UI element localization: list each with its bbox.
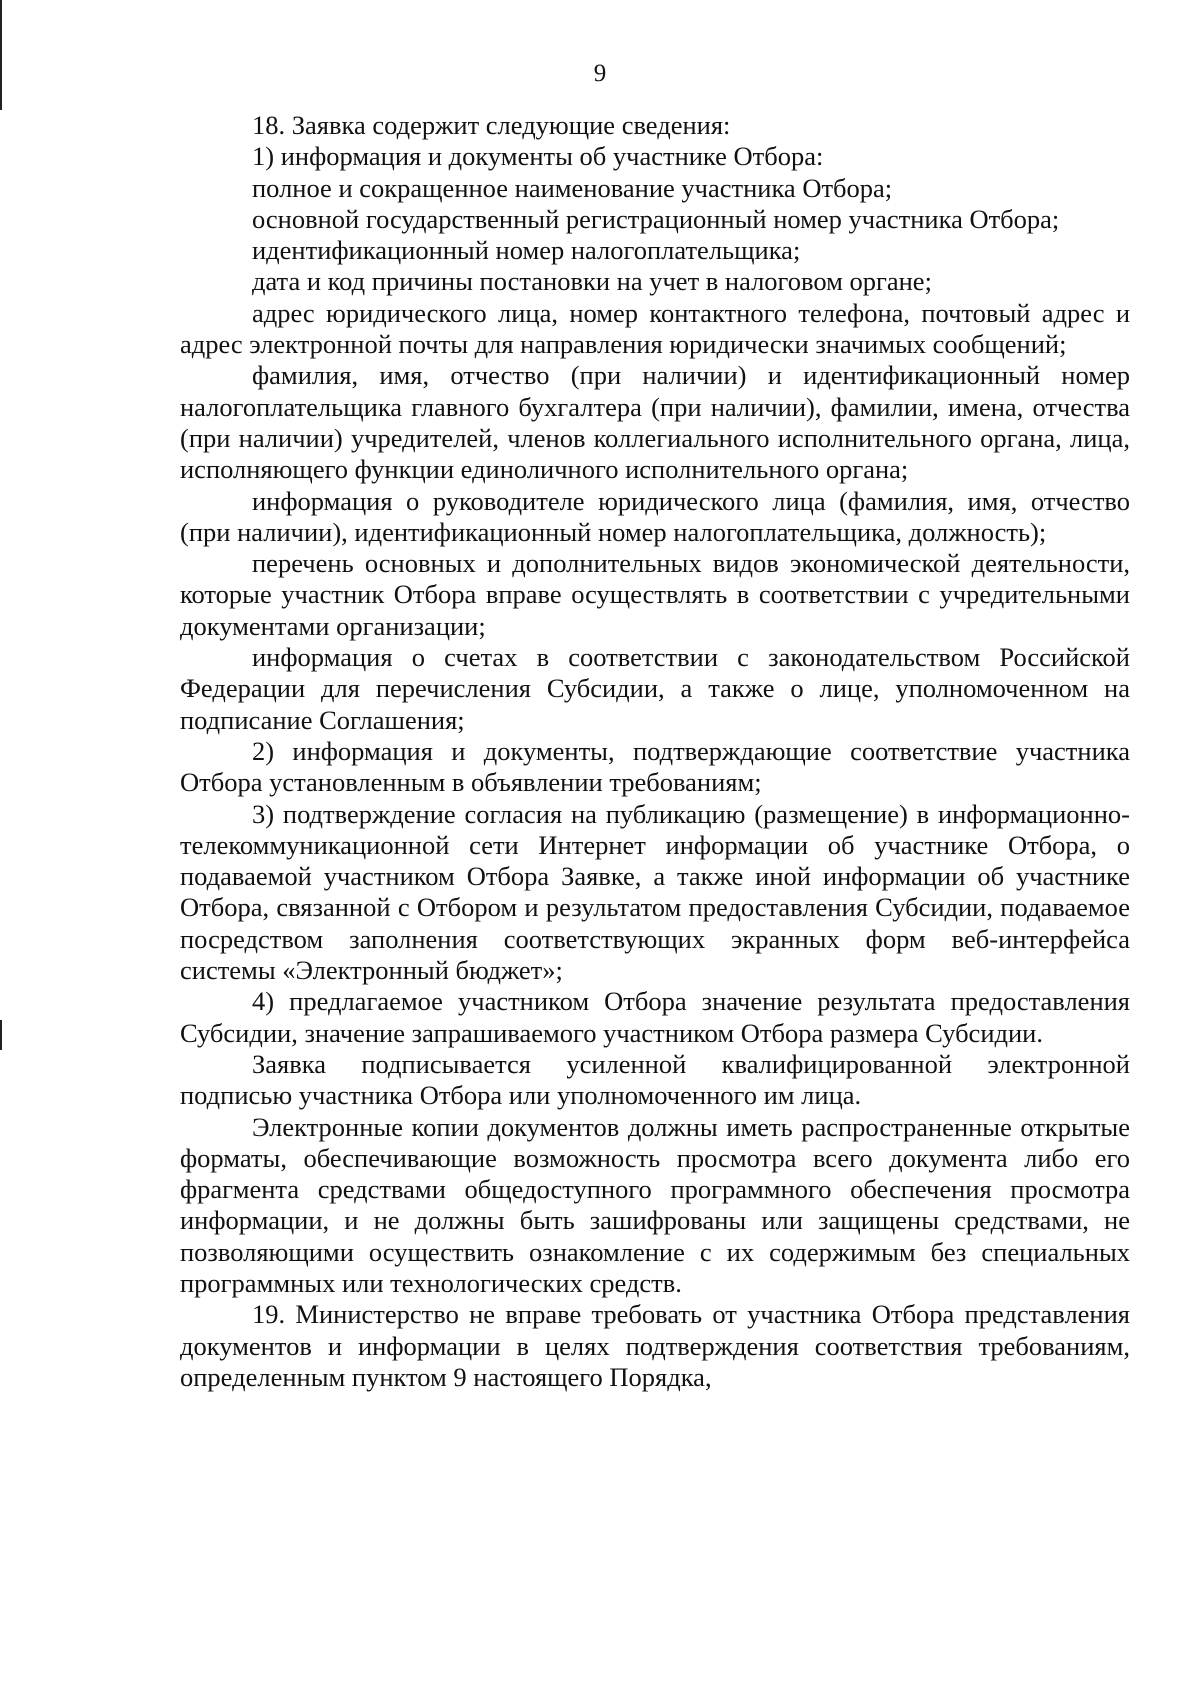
paragraph-18-intro: 18. Заявка содержит следующие сведения: — [252, 110, 731, 140]
paragraph-item-3: 3) подтверждение согласия на публикацию (размещение) в информационно-телекоммуникационной сети Интернет информации об участнике Отбора, о подаваемой участником Отбора Заявке, а также иной информации об участнике Отбора, связанной с Отбором и результатом предоставления Субсидии, подаваемое посредством заполнения соответствующих экранных форм веб-интерфейса системы «Электронный бюджет»; — [180, 798, 1130, 986]
scan-edge-mark — [0, 0, 2, 110]
paragraph-ogrn: основной государственный регистрационный номер участника Отбора; — [252, 203, 1060, 234]
scan-edge-mark — [0, 1020, 2, 1050]
paragraph-item-1: 1) информация и документы об участнике Отбора: — [252, 141, 824, 172]
paragraph-accountant: фамилия, имя, отчество (при наличии) и идентификационный номер налогоплательщика главного бухгалтера (при наличии), фамилии, имена, отчества (при наличии) учредителей, членов коллегиального исполнительного органа, лица, исполняющего функции единоличного исполнительного органа; — [180, 360, 1130, 485]
paragraph-address: адрес юридического лица, номер контактного телефона, почтовый адрес и адрес электронной почты для направления юридически значимых сообщений; — [180, 297, 1130, 360]
paragraph-electronic-copies: Электронные копии документов должны иметь распространенные открытые форматы, обеспечивающие возможность просмотра всего документа либо его фрагмента средствами общедоступного программного обеспечения просмотра информации, и не должны быть зашифрованы или защищены средствами, не позволяющими осуществить ознакомление с их содержимым без специальных программных или технологических средств. — [180, 1111, 1130, 1298]
paragraph-signature: Заявка подписывается усиленной квалифицированной электронной подписью участника Отбора или уполномоченного им лица. — [180, 1048, 1130, 1111]
paragraph-kpp: дата и код причины постановки на учет в налоговом органе; — [252, 266, 932, 297]
paragraph-19: 19. Министерство не вправе требовать от участника Отбора представления документов и информации в целях подтверждения соответствия требованиям, определенным пунктом 9 настоящего Порядка, — [180, 1299, 1130, 1392]
paragraph-inn: идентификационный номер налогоплательщика; — [252, 235, 801, 266]
page-number: 9 — [593, 60, 607, 87]
paragraph-item-2: 2) информация и документы, подтверждающие соответствие участника Отбора установленным в объявлении требованиям; — [180, 735, 1130, 798]
document-body — [180, 110, 1130, 1393]
paragraph-item-4: 4) предлагаемое участником Отбора значение результата предоставления Субсидии, значение запрашиваемого участником Отбора размера Субсидии. — [180, 986, 1130, 1048]
paragraph-full-name: полное и сокращенное наименование участника Отбора; — [252, 172, 893, 203]
paragraph-director: информация о руководителе юридического лица (фамилия, имя, отчество (при наличии), идентификационный номер налогоплательщика, должность); — [180, 485, 1130, 547]
paragraph-accounts: информация о счетах в соответствии с законодательством Российской Федерации для перечисления Субсидии, а также о лице, уполномоченном на подписание Соглашения; — [180, 642, 1130, 735]
paragraph-activities: перечень основных и дополнительных видов экономической деятельности, которые участник Отбора вправе осуществлять в соответствии с учредительными документами организации; — [180, 548, 1130, 641]
